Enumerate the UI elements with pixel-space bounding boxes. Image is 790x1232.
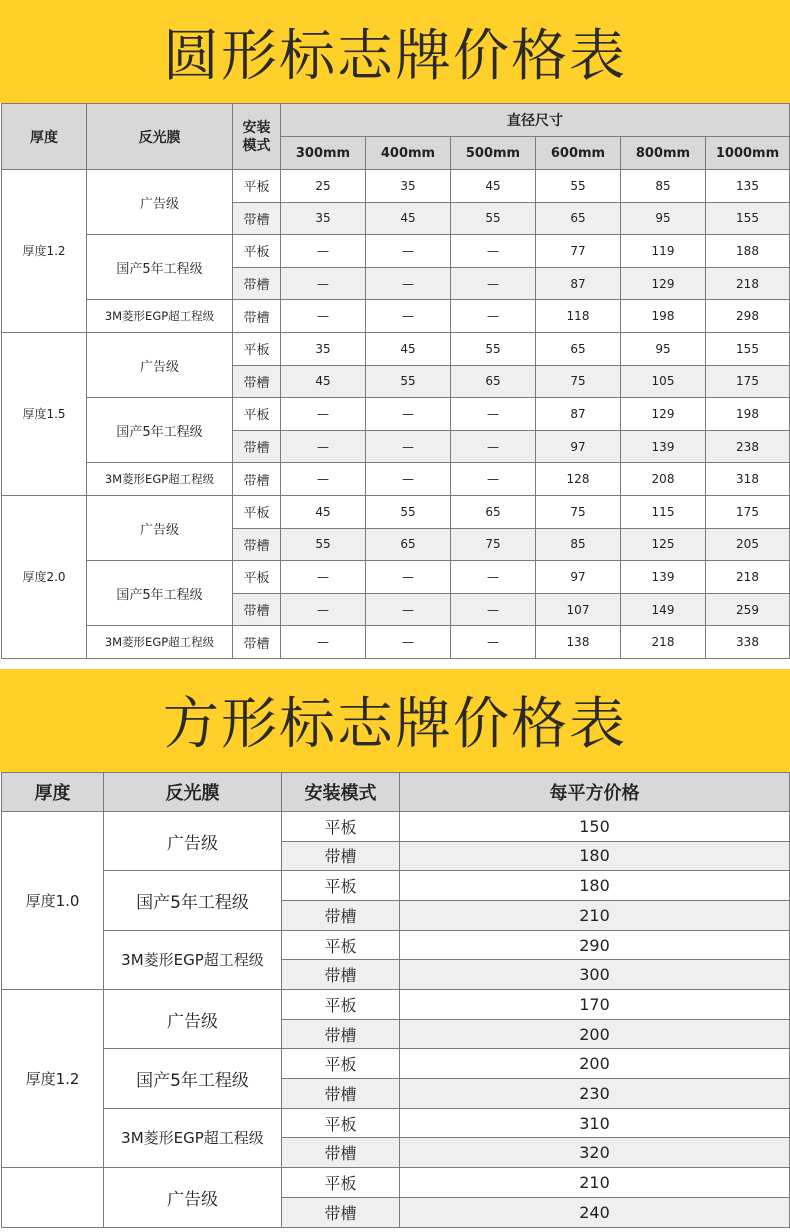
price-cell: 240 xyxy=(400,1197,790,1227)
mount-cell: 带槽 xyxy=(233,430,281,463)
price-cell: 55 xyxy=(366,365,451,398)
table-row xyxy=(2,495,790,528)
mount-cell: 带槽 xyxy=(233,300,281,333)
header-diameter: 直径尺寸 xyxy=(281,104,790,137)
price-cell: 139 xyxy=(621,561,706,594)
film-cell: 广告级 xyxy=(104,1168,282,1227)
price-cell: 338 xyxy=(706,626,790,659)
price-cell: 65 xyxy=(366,528,451,561)
table-row xyxy=(2,811,790,841)
price-cell: 129 xyxy=(621,398,706,431)
price-cell: — xyxy=(451,300,536,333)
price-cell: 85 xyxy=(536,528,621,561)
mount-cell: 带槽 xyxy=(282,960,400,990)
film-cell: 国产5年工程级 xyxy=(87,398,233,463)
price-cell: 65 xyxy=(536,332,621,365)
table-row xyxy=(2,170,790,203)
film-cell: 国产5年工程级 xyxy=(104,871,282,930)
price-cell: 119 xyxy=(621,235,706,268)
price-cell: 218 xyxy=(706,561,790,594)
mount-cell: 带槽 xyxy=(282,1019,400,1049)
price-cell: 180 xyxy=(400,871,790,901)
price-cell: 210 xyxy=(400,1168,790,1198)
price-cell: 45 xyxy=(451,170,536,203)
mount-cell: 平板 xyxy=(282,811,400,841)
price-cell: 138 xyxy=(536,626,621,659)
mount-cell: 平板 xyxy=(282,1108,400,1138)
price-cell: 75 xyxy=(536,495,621,528)
table-row xyxy=(2,1168,790,1198)
thickness-cell: 厚度1.0 xyxy=(2,811,104,989)
table-row xyxy=(2,871,790,901)
thickness-cell: 厚度1.2 xyxy=(2,990,104,1168)
price-cell: 230 xyxy=(400,1079,790,1109)
price-cell: 218 xyxy=(621,626,706,659)
table-row xyxy=(2,398,790,431)
mount-cell: 平板 xyxy=(282,1168,400,1198)
header-size: 600mm xyxy=(536,137,621,170)
price-cell: — xyxy=(281,430,366,463)
price-cell: 210 xyxy=(400,900,790,930)
price-cell: 65 xyxy=(451,495,536,528)
mount-cell: 带槽 xyxy=(233,267,281,300)
price-cell: 310 xyxy=(400,1108,790,1138)
price-cell: 298 xyxy=(706,300,790,333)
price-cell: 259 xyxy=(706,593,790,626)
price-cell: — xyxy=(366,398,451,431)
mount-cell: 带槽 xyxy=(282,1138,400,1168)
price-cell: 55 xyxy=(366,495,451,528)
price-cell: 128 xyxy=(536,463,621,496)
price-cell: 95 xyxy=(621,202,706,235)
film-cell: 3M菱形EGP超工程级 xyxy=(104,930,282,989)
price-cell: 115 xyxy=(621,495,706,528)
price-cell: — xyxy=(281,398,366,431)
mount-cell: 带槽 xyxy=(233,463,281,496)
price-cell: — xyxy=(281,561,366,594)
header-size: 1000mm xyxy=(706,137,790,170)
mount-cell: 带槽 xyxy=(233,528,281,561)
price-cell: 175 xyxy=(706,495,790,528)
price-cell: 75 xyxy=(451,528,536,561)
price-cell: — xyxy=(366,430,451,463)
price-cell: 150 xyxy=(400,811,790,841)
price-cell: — xyxy=(451,235,536,268)
price-cell: 149 xyxy=(621,593,706,626)
header-price: 每平方价格 xyxy=(400,772,790,811)
table-row xyxy=(2,463,790,496)
round-sign-title: 圆形标志牌价格表 xyxy=(163,23,627,89)
price-cell: 35 xyxy=(281,202,366,235)
header-thickness: 厚度 xyxy=(2,104,87,170)
price-cell: 35 xyxy=(281,332,366,365)
price-cell: — xyxy=(366,626,451,659)
thickness-cell: 厚度1.5 xyxy=(2,332,87,495)
round-price-table xyxy=(1,103,790,659)
table-row xyxy=(2,332,790,365)
price-cell: — xyxy=(451,593,536,626)
film-cell: 国产5年工程级 xyxy=(87,561,233,626)
mount-cell: 平板 xyxy=(233,561,281,594)
film-cell: 国产5年工程级 xyxy=(104,1049,282,1108)
thickness-cell: 厚度1.2 xyxy=(2,170,87,333)
mount-cell: 带槽 xyxy=(282,841,400,871)
mount-cell: 带槽 xyxy=(233,365,281,398)
price-cell: 300 xyxy=(400,960,790,990)
price-cell: 180 xyxy=(400,841,790,871)
round-sign-banner xyxy=(0,0,790,103)
price-cell: 45 xyxy=(281,365,366,398)
price-cell: 198 xyxy=(621,300,706,333)
table-row xyxy=(2,930,790,960)
price-cell: 77 xyxy=(536,235,621,268)
price-cell: — xyxy=(451,267,536,300)
price-cell: 65 xyxy=(451,365,536,398)
price-cell: 238 xyxy=(706,430,790,463)
price-cell: 45 xyxy=(366,332,451,365)
mount-cell: 平板 xyxy=(233,332,281,365)
price-cell: — xyxy=(451,430,536,463)
price-cell: 87 xyxy=(536,398,621,431)
price-cell: — xyxy=(281,626,366,659)
film-cell: 3M菱形EGP超工程级 xyxy=(87,300,233,333)
mount-cell: 平板 xyxy=(233,235,281,268)
price-cell: 208 xyxy=(621,463,706,496)
price-cell: 198 xyxy=(706,398,790,431)
mount-cell: 带槽 xyxy=(233,626,281,659)
price-cell: — xyxy=(281,463,366,496)
table-row xyxy=(2,561,790,594)
price-cell: 55 xyxy=(536,170,621,203)
film-cell: 国产5年工程级 xyxy=(87,235,233,300)
mount-cell: 带槽 xyxy=(282,1079,400,1109)
film-cell: 广告级 xyxy=(104,811,282,870)
film-cell: 3M菱形EGP超工程级 xyxy=(87,626,233,659)
price-cell: 155 xyxy=(706,202,790,235)
square-price-table xyxy=(1,772,790,1228)
price-cell: 87 xyxy=(536,267,621,300)
price-cell: — xyxy=(451,398,536,431)
mount-cell: 带槽 xyxy=(233,202,281,235)
film-cell: 广告级 xyxy=(87,495,233,560)
price-cell: 118 xyxy=(536,300,621,333)
film-cell: 3M菱形EGP超工程级 xyxy=(104,1108,282,1167)
price-cell: 175 xyxy=(706,365,790,398)
price-cell: 45 xyxy=(281,495,366,528)
price-cell: 290 xyxy=(400,930,790,960)
mount-cell: 平板 xyxy=(233,495,281,528)
price-cell: — xyxy=(451,463,536,496)
price-cell: — xyxy=(366,593,451,626)
price-cell: 188 xyxy=(706,235,790,268)
price-cell: 155 xyxy=(706,332,790,365)
mount-cell: 平板 xyxy=(233,398,281,431)
header-thickness: 厚度 xyxy=(2,772,104,811)
price-cell: — xyxy=(366,235,451,268)
header-mount: 安装模式 xyxy=(282,772,400,811)
price-cell: — xyxy=(281,267,366,300)
price-cell: 205 xyxy=(706,528,790,561)
mount-cell: 带槽 xyxy=(233,593,281,626)
film-cell: 广告级 xyxy=(87,170,233,235)
table-row xyxy=(2,1049,790,1079)
price-cell: 320 xyxy=(400,1138,790,1168)
price-cell: 85 xyxy=(621,170,706,203)
header-film: 反光膜 xyxy=(104,772,282,811)
price-cell: — xyxy=(281,235,366,268)
mount-cell: 平板 xyxy=(282,990,400,1020)
price-cell: — xyxy=(451,561,536,594)
price-cell: 318 xyxy=(706,463,790,496)
price-cell: 97 xyxy=(536,430,621,463)
price-cell: 35 xyxy=(366,170,451,203)
price-cell: — xyxy=(366,300,451,333)
mount-cell: 平板 xyxy=(233,170,281,203)
price-cell: 107 xyxy=(536,593,621,626)
price-cell: 97 xyxy=(536,561,621,594)
price-cell: — xyxy=(451,626,536,659)
table-row xyxy=(2,626,790,659)
film-cell: 广告级 xyxy=(104,990,282,1049)
price-cell: — xyxy=(281,593,366,626)
header-film: 反光膜 xyxy=(87,104,233,170)
price-cell: — xyxy=(281,300,366,333)
price-cell: 170 xyxy=(400,990,790,1020)
price-cell: — xyxy=(366,463,451,496)
thickness-cell: 厚度2.0 xyxy=(2,495,87,658)
square-sign-title: 方形标志牌价格表 xyxy=(163,692,627,758)
price-cell: 129 xyxy=(621,267,706,300)
price-cell: 200 xyxy=(400,1019,790,1049)
header-size: 800mm xyxy=(621,137,706,170)
price-cell: 95 xyxy=(621,332,706,365)
header-size: 500mm xyxy=(451,137,536,170)
film-cell: 3M菱形EGP超工程级 xyxy=(87,463,233,496)
square-sign-banner xyxy=(0,669,790,772)
price-cell: 218 xyxy=(706,267,790,300)
table-row xyxy=(2,300,790,333)
price-cell: — xyxy=(366,267,451,300)
mount-cell: 带槽 xyxy=(282,1197,400,1227)
price-cell: 75 xyxy=(536,365,621,398)
thickness-cell xyxy=(2,1168,104,1227)
mount-cell: 平板 xyxy=(282,930,400,960)
price-cell: 55 xyxy=(451,332,536,365)
price-cell: 25 xyxy=(281,170,366,203)
price-cell: 135 xyxy=(706,170,790,203)
film-cell: 广告级 xyxy=(87,332,233,397)
mount-cell: 平板 xyxy=(282,871,400,901)
table-row xyxy=(2,990,790,1020)
price-cell: 55 xyxy=(281,528,366,561)
price-cell: 45 xyxy=(366,202,451,235)
mount-cell: 带槽 xyxy=(282,900,400,930)
price-cell: 55 xyxy=(451,202,536,235)
price-cell: 139 xyxy=(621,430,706,463)
price-cell: 65 xyxy=(536,202,621,235)
price-cell: 200 xyxy=(400,1049,790,1079)
header-size: 300mm xyxy=(281,137,366,170)
price-cell: 105 xyxy=(621,365,706,398)
price-cell: 125 xyxy=(621,528,706,561)
header-size: 400mm xyxy=(366,137,451,170)
table-row xyxy=(2,235,790,268)
mount-cell: 平板 xyxy=(282,1049,400,1079)
table-row xyxy=(2,1108,790,1138)
header-mount: 安装 模式 xyxy=(233,104,281,170)
price-cell: — xyxy=(366,561,451,594)
